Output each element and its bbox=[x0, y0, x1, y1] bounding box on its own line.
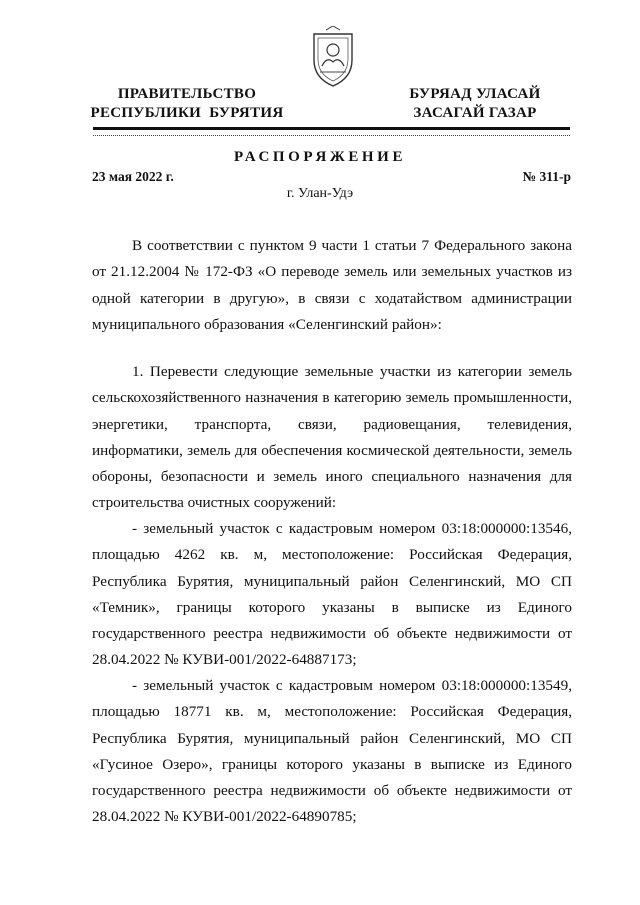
document-city: г. Улан-Удэ bbox=[286, 186, 354, 201]
parcel-1-paragraph: - земельный участок с кадастровым номером 03:18:000000:13546, площадью 4262 кв. м, местоположение: Российская Федерация, Республика Бурятия, муниципальный район Селенгинский, МО СП «Темник», границы которого указаны в выписке из Единого государственного реестра недвижимости об объекте недвижимости от 28.04.2022 № КУВИ-001/2022-64887173; bbox=[92, 520, 572, 669]
document-title: РАСПОРЯЖЕНИЕ bbox=[233, 149, 407, 165]
government-name-line1: ПРАВИТЕЛЬСТВО bbox=[117, 86, 257, 102]
government-name-buryat bbox=[395, 85, 555, 123]
government-name-buryat-line2: ЗАСАГАЙ ГАЗАР bbox=[413, 105, 537, 121]
coat-of-arms-icon bbox=[308, 26, 358, 88]
government-name-buryat-line1: БУРЯАД УЛАСАЙ bbox=[409, 86, 541, 102]
government-name-line2: РЕСПУБЛИКИ БУРЯТИЯ bbox=[90, 105, 284, 121]
document-number: № 311-р bbox=[522, 169, 571, 184]
parcel-2-paragraph: - земельный участок с кадастровым номером 03:18:000000:13549, площадью 18771 кв. м, местоположение: Российская Федерация, Республика Бурятия, муниципальный район Селенгинский, МО СП «Гусиное Озеро», границы которого указаны в выписке из Единого государственного реестра недвижимости об объекте недвижимости от 28.04.2022 № КУВИ-001/2022-64890785; bbox=[92, 677, 572, 826]
intro-paragraph: В соответствии с пунктом 9 части 1 статьи 7 Федерального закона от 21.12.2004 № 172-ФЗ «О переводе земель или земельных участков из одной категории в другую», в связи с ходатайством администрации муниципального образования «Селенгинский район»: bbox=[92, 237, 572, 333]
item-1-paragraph: 1. Перевести следующие земельные участки из категории земель сельскохозяйственного назначения в категорию земель промышленности, энергетики, транспорта, связи, радиовещания, телевидения, информатики, земель для обеспечения космической деятельности, земель обороны, безопасности и земель иного специального назначения для строительства очистных сооружений: bbox=[92, 363, 572, 512]
header-divider-dotted bbox=[93, 135, 570, 136]
document-date: 23 мая 2022 г. bbox=[92, 169, 174, 184]
header-divider bbox=[93, 127, 570, 130]
government-name bbox=[88, 85, 286, 123]
